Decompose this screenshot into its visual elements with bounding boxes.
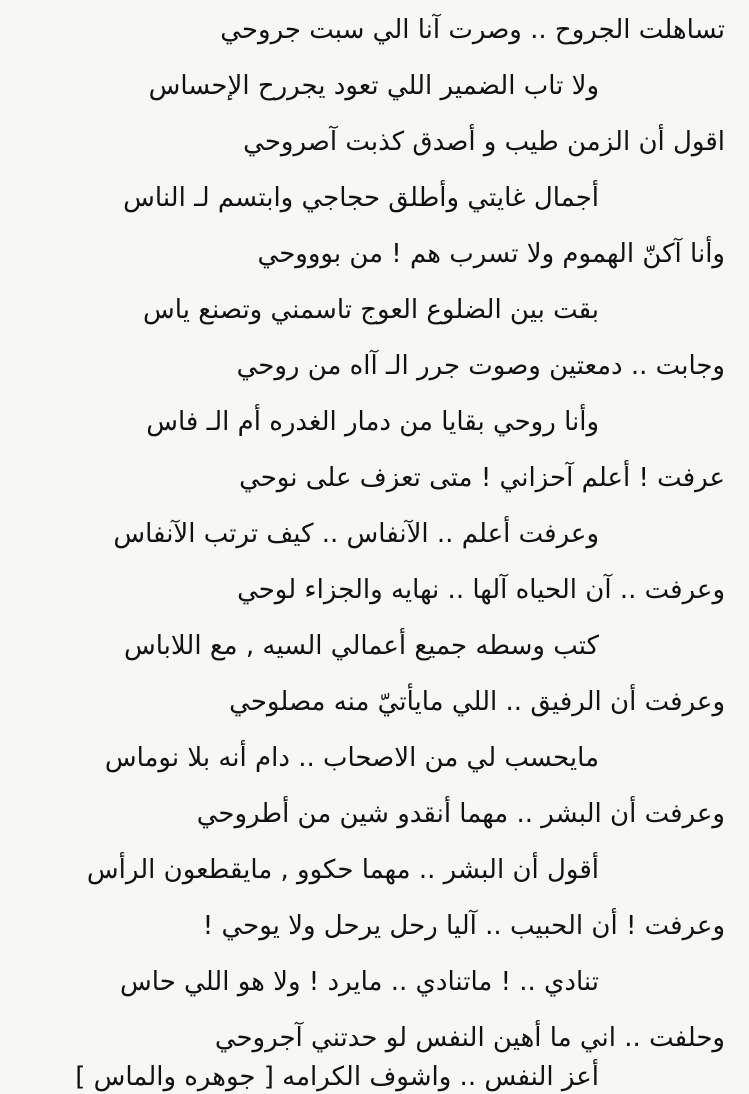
poem-line: بقت بين الضلوع العوج تاسمني وتصنع ياس (143, 295, 599, 325)
poem-line: تساهلت الجروح .. وصرت آنا الي سبت جروحي (220, 15, 725, 45)
poem-line: أقول أن البشر .. مهما حكوو , مايقطعون الرأس (86, 855, 599, 885)
poem-line: وعرفت أعلم .. الآنفاس .. كيف ترتب الآنفاس (113, 519, 599, 549)
poem-line: وحلفت .. اني ما أهين النفس لو حدتني آجروحي (214, 1023, 725, 1053)
poem-line: وجابت .. دمعتين وصوت جرر الـ آاه من روحي (236, 351, 725, 381)
poem-line: وعرفت أن البشر .. مهما أنقدو شين من أطروحي (196, 799, 725, 829)
poem-line: مايحسب لي من الاصحاب .. دام أنه بلا نوماس (104, 743, 599, 773)
poem-line: وأنا آكنّ الهموم ولا تسرب هم ! من بوووحي (257, 239, 725, 269)
poem-line: وأنا روحي بقايا من دمار الغدره أم الـ فاس (146, 407, 599, 437)
poem-line: عرفت ! أعلم آحزاني ! متى تعزف على نوحي (239, 463, 725, 493)
poem-line: اقول أن الزمن طيب و أصدق كذبت آصروحي (243, 127, 725, 157)
poem-line: وعرفت ! أن الحبيب .. آليا رحل يرحل ولا يوحي ! (202, 911, 725, 941)
poem-line: تنادي .. ! ماتنادي .. مايرد ! ولا هو اللي حاس (120, 967, 599, 997)
poem-line: كتب وسطه جميع أعمالي السيه , مع اللاباس (124, 631, 599, 661)
poem-line: أجمال غايتي وأطلق حجاجي وابتسم لـ الناس (123, 183, 599, 213)
poem-line: وعرفت أن الرفيق .. اللي مايأتيّ منه مصلوحي (229, 687, 725, 717)
poem-line: ولا تاب الضمير اللي تعود يجررح الإحساس (148, 71, 599, 101)
poem-line: وعرفت .. آن الحياه آلها .. نهايه والجزاء لوحي (237, 575, 725, 605)
poem-line: أعز النفس .. واشوف الكرامه [ جوهره والماس ] (75, 1062, 599, 1092)
